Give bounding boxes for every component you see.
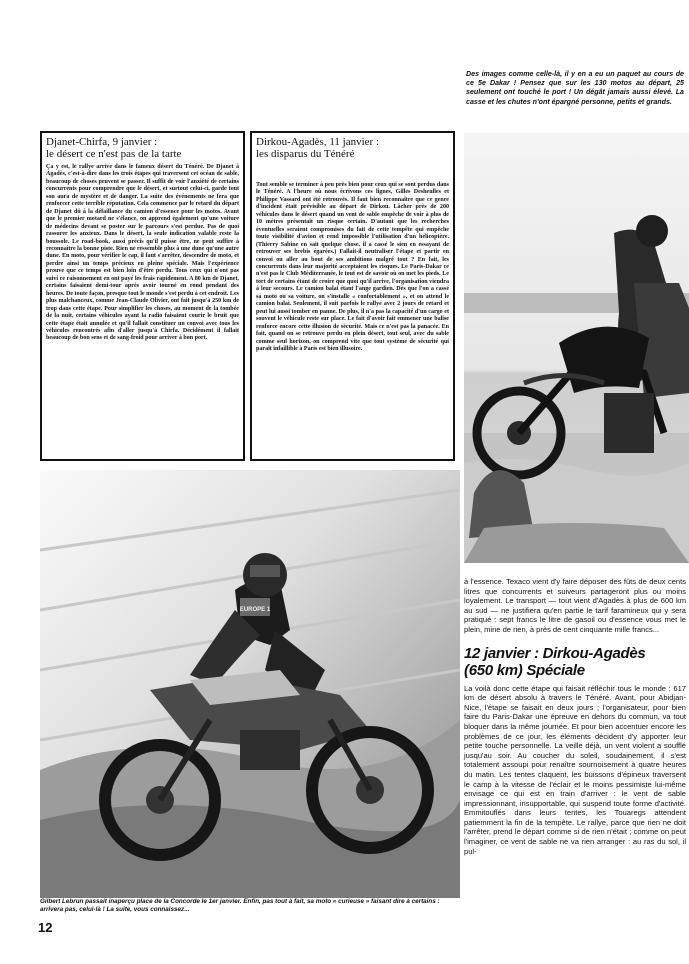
- box-title-djanet-line1: Djanet-Chirfa, 9 janvier :: [46, 136, 158, 148]
- box-title-djanet-line2: le désert ce n'est pas de la tarte: [46, 148, 182, 160]
- box-title-dirkou-line1: Dirkou-Agadès, 11 janvier :: [256, 136, 380, 148]
- article-right-column: [464, 577, 686, 856]
- article-paragraph-2: La voilà donc cette étape qui faisait réfléchir tous le monde : 617 km de désert absolu à travers le Ténéré. Avant, pour Abidjan-Nice, l'étape se faisait en deux jours ; l'organisateur, pour bien faire du Paris-Dakar une épreuve en dehors du commun, va tout bloquer dans la même journée. Et pour bien accentuer encore les problèmes de ce jour, les éléments décident d'y apporter leur petite touche personnelle. La veille déjà, un vent violent a soufflé jusqu'au soir. Au coucher du soleil, soudainement, il s'est totalement assoupi pour renaître sournoisement à quatre heures du matin. Les tentes claquent, les buissons d'épineux traversent le camp à la vitesse de l'éclair et le moins pessimiste lui-même envisage ce qui est en train d'arriver : le vent de sable impressionnant, insupportable, qui suspend toute forme d'activité. Emmitouflés dans leurs tentes, les Touaregs attendent patiemment la fin de la tempête. Le rallye, parce que rien ne doit l'arrêter, prend le départ comme si de rien n'était ; comme on peut l'imaginer, ce vent de sable ne va rien arranger : au ras du sol, il pul-: [464, 683, 686, 856]
- photo-rider-gilbert-lebrun: [40, 470, 460, 898]
- box-title-dirkou-line2: les disparus du Ténéré: [256, 148, 355, 160]
- article-paragraph-1: à l'essence. Texaco vient d'y faire déposer des fûts de deux cents litres que concurrents et suiveurs partageront plus ou moins loyalement. Le transport — tout vient d'Agadès à plus de 600 km au sud — ne justifiera qu'en partie le tarif faramineux qui y sera pratiqué : sept francs le litre de gasoil ou d'essence vous met le plein, mine de rien, à près de cent cinquante mille francs...: [464, 577, 686, 634]
- rider-bib-text: EUROPE 1: [239, 607, 271, 613]
- photo-crashed-motorbike: [464, 133, 689, 563]
- top-photo-caption: Des images comme celle-là, il y en a eu un paquet au cours de ce 5e Dakar ! Pensez que sur les 130 motos au départ, 25 seulement ont touché le port ! Un dégât jamais aussi élevé. La casse et les chutes n'ont épargné personne, petits et grands.: [466, 70, 684, 106]
- section-heading-dirkou-agades: [464, 645, 686, 679]
- page-number: 12: [38, 920, 53, 935]
- main-photo-caption: Gilbert Lebrun passait inaperçu place de la Concorde le 1er janvier. Enfin, pas tout à fait, sa moto « curieuse » faisant dire à certains : arrivera pas, celui-là ! La suite, vous connaissez...: [40, 898, 440, 914]
- box-body-djanet: Ça y est, le rallye arrive dans le fameux désert du Ténéré. De Djanet à Agadès, c'est-à-dire dans les trois étapes qui traversent cet océan de sable, beaucoup de choses peuvent se passer. Il suffit de voir l'anxiété de certains concurrents pour comprendre que le désert, et surtout celui-ci, garde tout son aura de mystère et de danger. La suite des événements ne fera que renforcer cette terrible réputation. Cela commence par le retard du départ de Djanet dû à la défaillance du camion d'essence pour les motos. Avant que le premier motard ne s'élance, on apprend également qu'une voiture de médecins devant se poster sur le parcours s'est perdue. Pas de quoi rassurer les anxieux. Dans le désert, la seule indication valable reste la boussole. Le road-book, aussi précis qu'il puisse être, ne peut suffire à reconnaître la bonne piste. Rien ne ressemble plus à une dune qu'une autre dune. En moto, pour vérifier le cap, il faut s'arrêter, descendre de moto, et perdre ainsi un temps précieux en pleine spéciale. Mais l'expérience prouve que ce temps est bien loin d'être perdu. Tous ceux qui n'ont pas suivi ce raisonnement en ont payé les frais rapidement. A 80 km de Djanet, certains faisaient demi-tour après avoir tourné en rond pendant des heures. De toute façon, presque tout le monde s'est perdu à cet endroit. Les plus malchanceux, comme Jean-Claude Olivier, ont fait jusqu'à 250 km de trop dans cette étape. Pour simplifier les choses, au moment de la tombée de la nuit, certains véhicules ayant la radio faisaient courir le bruit que cette étape était annulée et qu'il fallait constituer un convoi avec tous les véhicules rencontrés afin d'aller jusqu'à Chirfa. Décidément il fallait beaucoup de bon sens et de sang-froid pour arriver à bon port.: [46, 164, 239, 342]
- box-title-djanet: [46, 136, 239, 160]
- section-heading-line2: (650 km) Spéciale: [464, 661, 585, 679]
- sidebar-box-djanet-chirfa: [40, 131, 245, 461]
- section-heading-line1: 12 janvier : Dirkou-Agadès: [464, 644, 646, 662]
- box-title-dirkou: [256, 136, 449, 160]
- box-body-dirkou: Tout semble se terminer à peu près bien pour ceux qui se sont perdus dans le Ténéré. A l'heure où nous écrivons ces lignes, Gilles Desheulles et Philippe Vassard ont été retrouvés. Il faut bien reconnaître que ce genre d'incident était prévisible au départ de Dirkou. Lâcher près de 200 véhicules dans le désert quand un vent de sable empêche de voir à plus de 10 mètres présentait un risque certain. D'autant que les recherches éventuelles seraient compromises du fait de cette tempête qui empêche toute visibilité d'avion et rend impossible l'utilisation d'un hélicoptère. (Thierry Sabine en sait quelque chose, il a cassé le sien en essayant de retrouver ses brebis égarées.) Fallait-il neutraliser l'étape et partir en convoi ou aller au bout de ses ambitions malgré tout ? En fait, les concurrents dans leur majorité acceptaient les risques. Le Paris-Dakar ce n'est pas le Club Méditerranée, le tout est de savoir où on met les pieds. Le tort de certains étant de croire que quoi qu'il arrive, l'organisation viendra à leur secours. Le camion balai étant l'ange gardien. Dès que l'on a cassé sa moto ou sa voiture, on s'installe « confortablement », et on attend le camion balai. Seulement, il suit parfois le rallye avec 2 jours de retard et peut lui aussi tomber en panne. De plus, il n'a pas la capacité d'un cargo et souvent le véhicule reste sur place. Le fait d'avoir fait emmener une balise renforce encore cette illusion de sécurité. Mais ce n'est pas la panacée. En fait, quand on se retrouve perdu en plein désert, tout seul, avec du sable comme seul horizon, on comprend vite que tout système de sécurité qui paraît infaillible à Paris est bien illusoire.: [256, 182, 449, 352]
- sidebar-box-dirkou-agades: [250, 131, 455, 461]
